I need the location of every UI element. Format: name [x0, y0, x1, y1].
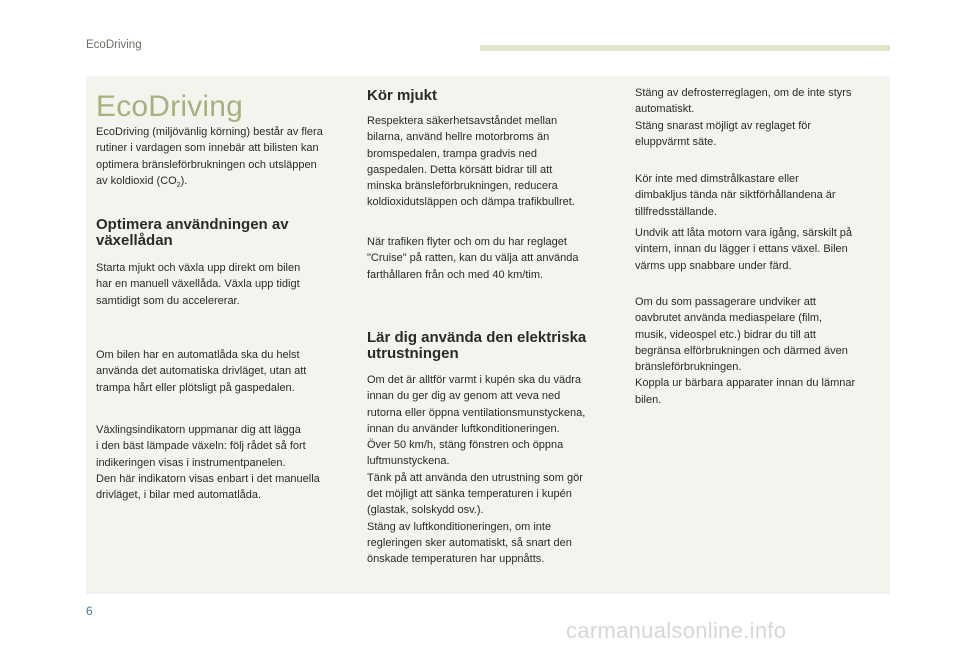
smooth-paragraph-1: Respektera säkerhetsavståndet mellan bilarna, använd hellre motorbroms än bromspedalen, trampa gradvis ned gaspedalen. Detta körsätt bidrar till att minska bränsleförbrukningen, reducera koldioxidutsläppen och dämpa trafikbullret. — [367, 115, 575, 209]
page-number: 6 — [86, 604, 93, 618]
co2-subscript: 2 — [176, 182, 181, 190]
smooth-heading: Kör mjukt — [367, 87, 438, 104]
col3-paragraph-3: Undvik att låta motorn vara igång, särskilt på vintern, innan du lägger i ettans växel. Bilen värms upp snabbare under färd. — [635, 227, 853, 272]
electric-heading: Lär dig använda den elektriska utrustningen — [367, 329, 587, 362]
intro-paragraph — [96, 124, 354, 189]
section-label: EcoDriving — [86, 39, 142, 51]
watermark: carmanualsonline.info — [566, 618, 787, 643]
intro-text: EcoDriving (miljövänlig körning) består av flera rutiner i vardagen som innebär att bilisten kan optimera bränsleförbrukningen och utsläppen av koldioxid (CO — [96, 126, 323, 187]
gearbox-paragraph-3: Växlingsindikatorn uppmanar dig att lägga i den bäst lämpade växeln: följ rådet så fort indikeringen visas i instrumentpanelen. Den här indikatorn visas enbart i det manuella drivläget, i bilar med automatlåda. — [96, 424, 320, 502]
col3-paragraph-4: Om du som passagerare undviker att oavbrutet använda mediaspelare (film, musik, videospel etc.) bidrar du till att begränsa elförbrukningen och därmed även bränsleförbrukningen. Koppla ur bärbara apparater innan du lämnar bilen. — [635, 296, 856, 406]
electric-paragraph: Om det är alltför varmt i kupén ska du vädra innan du ger dig av genom att veva ned rutorna eller öppna ventilationsmunstyckena, innan du använder luftkonditioneringen. Över 50 km/h, stäng fönstren och öppna luftmunstyckena. Tänk på att använda den utrustning som gör det möjligt att sänka temperaturen i kupén (glastak, solskydd osv.). Stäng av luftkonditioneringen, om inte regleringen sker automatiskt, så snart den önskade temperaturen har uppnåtts. — [367, 374, 586, 566]
col3-paragraph-1: Stäng av defrosterreglagen, om de inte styrs automatiskt. Stäng snarast möjligt av reglaget för eluppvärmt säte. — [635, 87, 852, 148]
gearbox-heading: Optimera användningen av växellådan — [96, 216, 289, 249]
content-panel — [86, 76, 890, 594]
intro-text-end: ). — [180, 174, 188, 187]
col3-paragraph-2: Kör inte med dimstrålkastare eller dimbakljus tända när siktförhållandena är tillfredsställande. — [635, 173, 836, 218]
gearbox-paragraph-1: Starta mjukt och växla upp direkt om bilen har en manuell växellåda. Växla upp tidigt samtidigt som du accelererar. — [96, 262, 301, 307]
smooth-paragraph-2: När trafiken flyter och om du har reglaget "Cruise" på ratten, kan du välja att använda farthållaren från och med 40 km/tim. — [367, 236, 579, 281]
gearbox-paragraph-2: Om bilen har en automatlåda ska du helst använda det automatiska drivläget, utan att trampa hårt eller plötsligt på gaspedalen. — [96, 349, 307, 394]
header-bar — [480, 45, 890, 51]
page-title: EcoDriving — [96, 90, 244, 123]
